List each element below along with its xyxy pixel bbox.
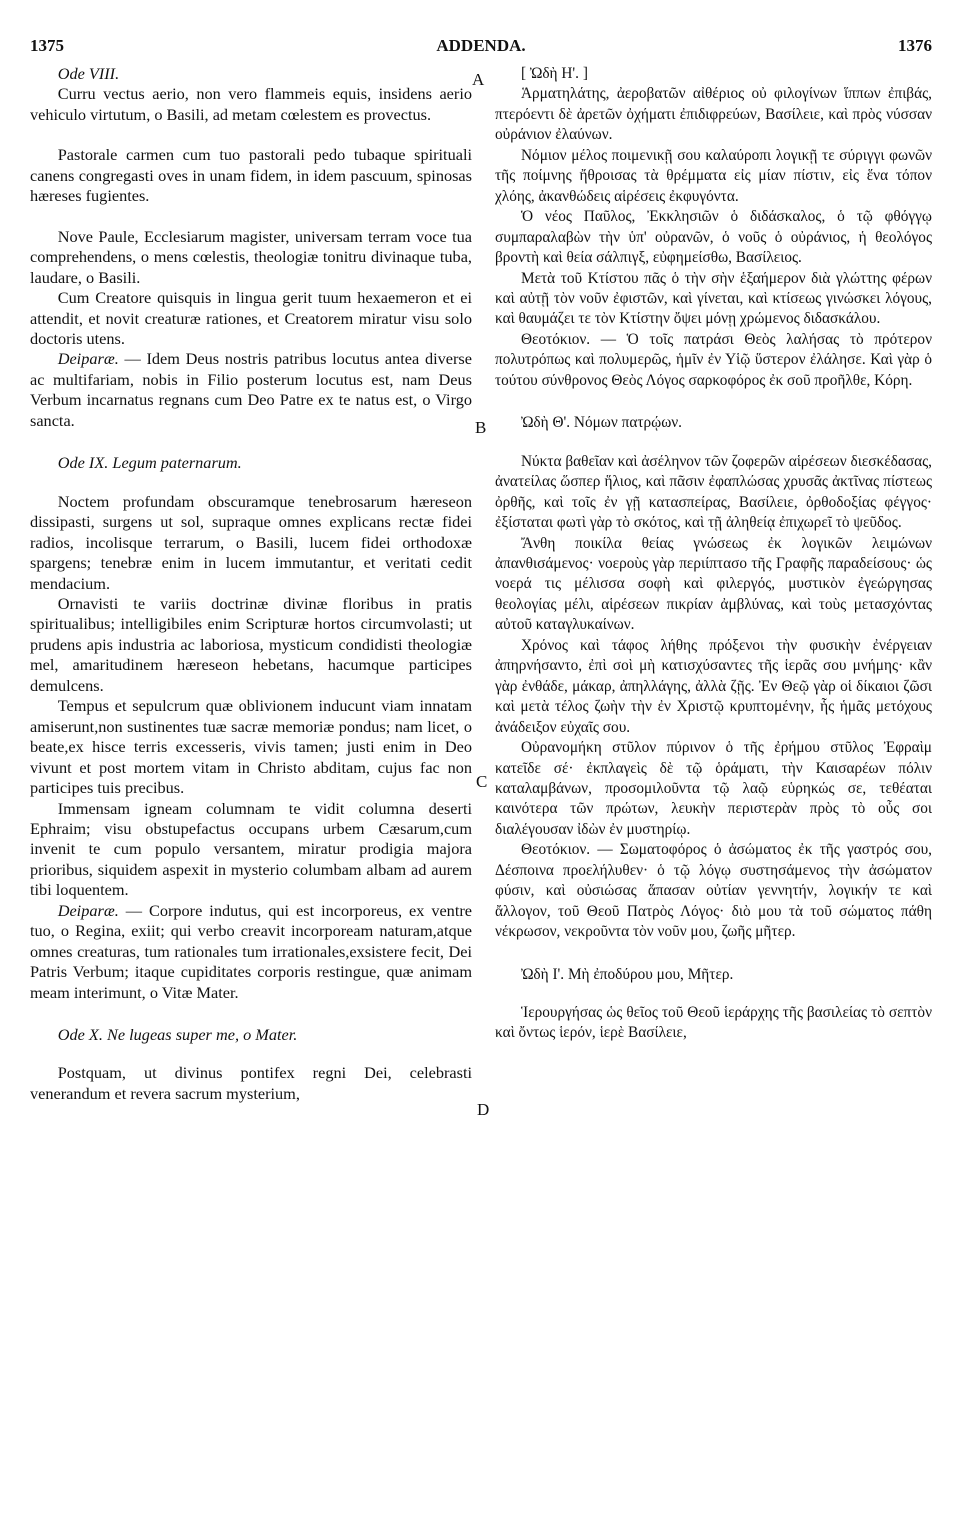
greek-ode9-title: Ὠδὴ Θ'. Νόμων πατρῴων. (521, 414, 683, 432)
greek-ode8-title: [ Ὠδὴ Η'. ] (521, 65, 588, 82)
latin-paragraph (30, 901, 472, 1003)
latin-paragraph: Tempus et sepulcrum quæ oblivionem inducunt viam innatam amiserunt,non sustinentes tuæ sacræ memoriæ pondus; nam licet, o beate,ex hisce terris excesseris, vivis tamen; justi enim in Deo vivunt et post mortem vitam in Christo abditam, cujus fac non participes tuis precibus. (30, 696, 472, 798)
greek-paragraph: Ἱερουργήσας ὡς θεῖος τοῦ Θεοῦ ἱεράρχης τῆς βασιλείας τὸ σεπτὸν καὶ ὄντως ἱερόν, ἱερὲ Βασίλειε, (495, 1004, 932, 1042)
latin-paragraph (30, 349, 472, 431)
greek-paragraph: Μετὰ τοῦ Κτίστου πᾶς ὁ τὴν σὴν ἑξαήμερον διὰ γλώττης φέρων καὶ αὐτῇ τὸν νοῦν ἐφιστῶν, καὶ γίνεται, καὶ κτίσεως γινώσκει λόγους, καὶ θαυμάζει τε τὸν Κτίστην ὄψει μόνῃ χρώμενος διδασκάλου. (495, 269, 932, 328)
latin-paragraph: Cum Creatore quisquis in lingua gerit tuum hexaemeron et ei attendit, et novit creaturæ rationes, et Creatorem miratur visu solo doctoris utens. (30, 288, 472, 348)
latin-paragraph: Nove Paule, Ecclesiarum magister, universam terram voce tua comprehendens, o mens cœlestis, theologiæ tonitru divinaque tuba, laudare, o Basili. (30, 226, 472, 287)
latin-ode8-title: Ode VIII. (57, 64, 120, 83)
page-number-left: 1375 (30, 36, 64, 55)
margin-letter-d: D (477, 1100, 490, 1119)
latin-paragraph: Postquam, ut divinus pontifex regni Dei, celebrasti venerandum et revera sacrum mysterium, (30, 1063, 472, 1103)
latin-column (30, 64, 472, 1104)
greek-paragraph: Νύκτα βαθεῖαν καὶ ἀσέληνον τῶν ζοφερῶν αἱρέσεων διεσκέδασας, ἀνατείλας ὥσπερ ἥλιος, καὶ πᾶσιν ἐφαπλώσας χρυσᾶς ἀκτῖνας πίστεως ὀρθῆς, καὶ τοῖς ἐν γῇ κατασπείρας, Βασίλειε, ὀρθοδοξίας φέγγος· ἐξίσταται φωτὶ γὰρ τὸ σκότος, καὶ τῇ ἀληθείᾳ ἐπιχωρεῖ τὸ ψεῦδος. (495, 452, 932, 532)
deiparae-label: Deiparæ. (57, 900, 119, 920)
greek-ode10-title: Ὠδὴ Ι'. Μὴ ἐποδύρου μου, Μῆτερ. (521, 965, 734, 983)
greek-paragraph: Ἄνθη ποικίλα θείας γνώσεως ἐκ λογικῶν λειμώνων ἀπανθισάμενος· νοεροὺς γὰρ περιίπτασο τῆς Γραφῆς παραδείσους· ὡς νοερά τις μέλισσα σοφὴ καὶ φιλεργός, μυστικὸν ἐγεώργησας θεολογίας μέλι, αἱρέσεων πικρίαν ἀμβλύνας, καὶ τοὺς μετασχόντας αὐτοῦ καταγλυκαίνων. (495, 534, 932, 634)
deiparae-text: — Idem Deus nostris patribus locutus antea diverse ac multifariam, nobis in Filio posterum locutus est, nam Deus Verbum incarnatus regnans cum Deo Patre ex te natus est, o Virgo sancta. (30, 349, 472, 430)
greek-paragraph: Χρόνος καὶ τάφος λήθης πρόξενοι τὴν φυσικὴν ἐνέργειαν ἀπηρνήσαντο, ἐπὶ σοὶ μὴ κατισχύσαντες τῆς ἱερᾶς σου μνήμης· κἂν γὰρ ἐνθάδε, μάκαρ, ἀπηλλάγης, ἀλλὰ ζῇς. Ἐν Θεῷ γὰρ οἱ δίκαιοι ζῶσι καὶ μετὰ τέλος ζωὴν τὴν ἐν Χριστῷ κρυπτομένην, ἧς ἡμᾶς μετόχους ἀνάδειξον εὐχαῖς σου. (495, 636, 932, 736)
greek-paragraph: Ὁ νέος Παῦλος, Ἐκκλησιῶν ὁ διδάσκαλος, ὁ τῷ φθόγγῳ συμπαραλαβὼν τὴν ὑπ' οὐρανῶν, ὁ νοῦς ὁ οὐράνιος, ἡ θεολόγος βροντὴ καὶ θεία σάλπιγξ, εὐφημείσθω, Βασίλειος. (495, 208, 932, 267)
margin-letter-c: C (476, 772, 488, 791)
greek-paragraph: Νόμιον μέλος ποιμενικῇ σου καλαύροπι λογικῇ τε σύριγγι φωνῶν τῆς ποίμνης ἤθροισας τὰ θρέμματα εἰς μίαν πίστιν, εἰς ἕνα τόπον χλόης, ἀκανθώδεις αἱρέσεις ἐκφυγόντα. (495, 146, 932, 205)
running-title: ADDENDA. (436, 36, 526, 55)
greek-paragraph: Οὐρανομήκη στῦλον πύρινον ὁ τῆς ἐρήμου στῦλος Ἐφραὶμ κατεῖδε σέ· ἐκπλαγεὶς δὲ τῷ ὁράματι, τὴν Καισαρέων πόλιν καταλαμβάνων, προσομιλοῦντα τῷ λαῷ εὑρηκώς σε, τεθέαται καινότερα τῶν πρώτων, λευκὴν περιστερὰν πρὸς τὸ οὖς σοι διαλέγουσαν ἰδὼν ἐν μυστηρίῳ. (495, 739, 932, 838)
latin-paragraph: Curru vectus aerio, non vero flammeis equis, insidens aerio vehiculo virtutum, o Basili, ad metam cœlestem es provectus. (30, 84, 472, 124)
deiparae-label: Deiparæ. (57, 349, 119, 369)
greek-paragraph: Ἁρματηλάτης, ἀεροβατῶν αἰθέριος οὐ φιλογίνων ἵππων ἐπιβάς, πτερόεντι δὲ ἀρετῶν ὀχήματι ἐπιδιφρεύων, Βασίλειε, καὶ πρὸς νύσσαν οὐράνιον ἐλαύνων. (495, 85, 932, 144)
latin-paragraph: Ornavisti te variis doctrinæ divinæ floribus in pratis spiritualibus; intelligibiles enim Scripturæ hortos circumvolasti; ut prudens apis industria ac laboriosa, mysticum condidisti theologiæ mel, amaritudinem hæreseon hebetans, hacumque participes demulcens. (30, 593, 472, 695)
greek-column (495, 64, 932, 1044)
page-number-right: 1376 (898, 36, 932, 55)
margin-letter-a: A (472, 70, 485, 89)
greek-paragraph: Θεοτόκιον. — Ὁ τοῖς πατράσι Θεὸς λαλήσας τὸ πρότερον πολυτρόπως καὶ πολυμερῶς, ἡμῖν ἐν Υἱῷ ὕστερον ἐλάλησε. Καὶ γὰρ ὁ τούτου σύνθρονος Θεὸς Λόγος σαρκοφόρος ἐκ σοῦ προῆλθε, Κόρη. (495, 330, 932, 389)
greek-paragraph: Θεοτόκιον. — Σωματοφόρος ὁ ἀσώματος ἐκ τῆς γαστρός σου, Δέσποινα προελήλυθεν· ὁ τῷ λόγῳ συστησάμενος τὴν ἀσώματον φύσιν, καὶ οὐσιώσας ἅπασαν οὐτίαν γεννητήν, λογικήν τε καὶ ἄλλογον, τοῦ Θεοῦ Πατρὸς Λόγος· διὸ μου τὰ τοῦ σώματος πάθη νέκρωσον, νεκροῦντα τὸν νοῦν μου, ζωῆς μῆτερ. (495, 841, 932, 941)
latin-ode10-title: Ode X. Ne lugeas super me, o Mater. (57, 1025, 298, 1045)
latin-paragraph: Noctem profundam obscuramque tenebrosarum hæreseon dissipasti, surgens ut sol, supraque omnes explicans rectæ fidei radios, incolisque terrarum, o Basili, lucem fidei orthodoxæ spargens; tenebræ enim in lucem immutantur, et veritati cedit mendacium. (30, 491, 472, 593)
margin-letter-b: B (475, 418, 487, 437)
latin-ode9-title: Ode IX. Legum paternarum. (57, 453, 242, 473)
running-header (30, 36, 932, 58)
deiparae-text: — Corpore indutus, qui est incorporeus, ex ventre tuo, o Regina, exiit; qui verbo creavit incorpoream naturam,atque omnes creaturas, tum rationales tum irrationales,exsistere fecit, Dei Patris Verbum; itaque cupiditates corporis restingue, quæ animam meam interimunt, o Vitæ Mater. (30, 900, 472, 1002)
latin-paragraph: Pastorale carmen cum tuo pastorali pedo tubaque spirituali canens congregasti oves in unam fidem, in idem pascuum, spinosas hæreses fugientes. (30, 145, 472, 206)
latin-paragraph: Immensam igneam columnam te vidit columna deserti Ephraim; visu obstupefactus occupans urbem Cæsarum,cum invenit te cum populo versantem, miratur prodigia majora prioribus, siquidem aspexit in mysterio columbam albam ad aurem tibi loquentem. (30, 798, 472, 900)
